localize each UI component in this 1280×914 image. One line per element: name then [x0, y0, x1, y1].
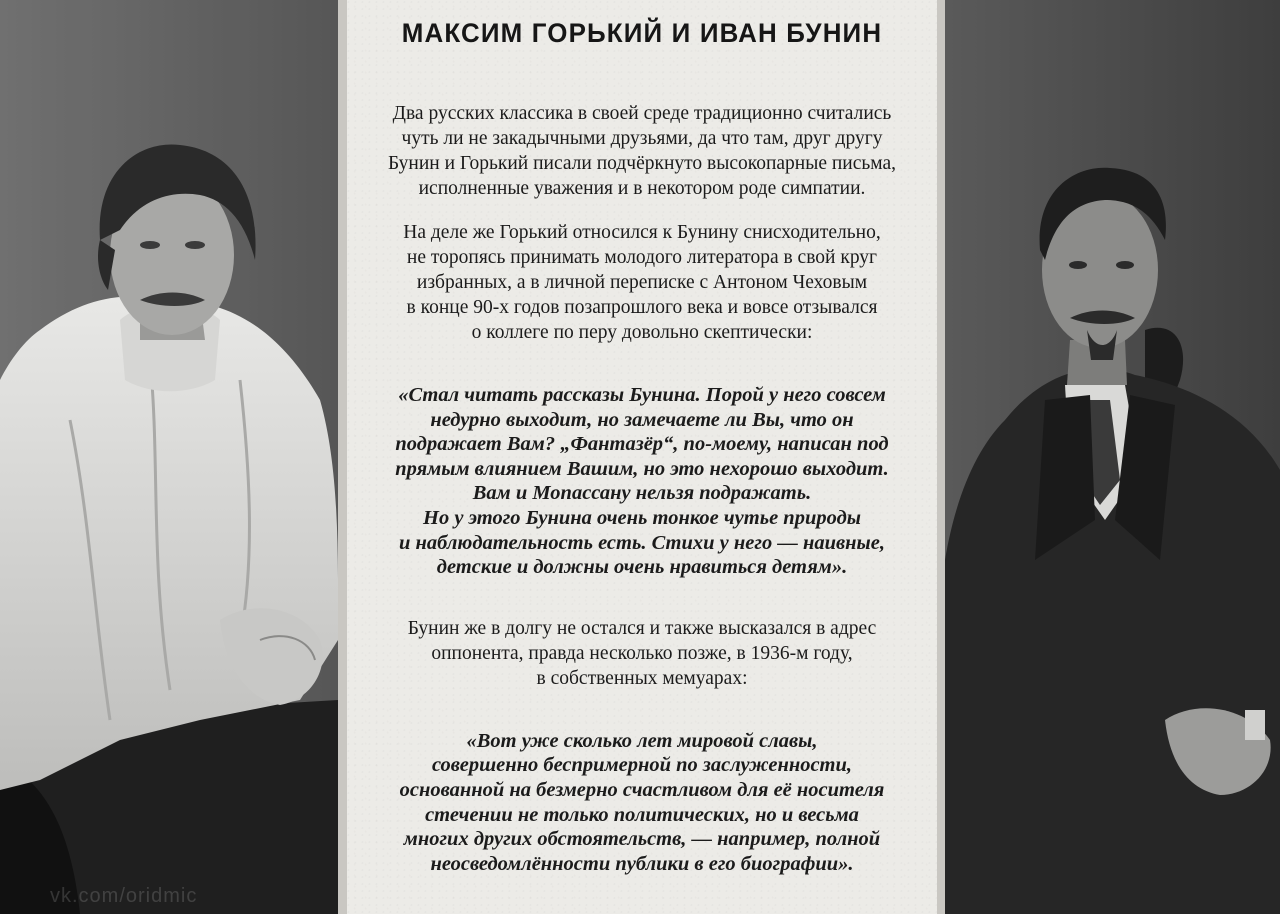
gorky-portrait: [0, 0, 338, 914]
bunin-portrait: [945, 0, 1280, 914]
divider-left: [338, 0, 347, 914]
bunin-portrait-drawing: [945, 0, 1280, 914]
quote-gorky: «Стал читать рассказы Бунина. Порой у него совсем недурно выходит, но замечаете ли Вы, что он подражает Вам? „Фантазёр“, по-моему, написан под прямым влиянием Вашим, но это нехорошо выходит. Вам и Мопассану нельзя подражать. Но у этого Бунина очень тонкое чутье природы и наблюдательность есть. Стихи у него — наивные, детские и должны очень нравиться детям».: [395, 384, 889, 579]
gorky-portrait-drawing: [0, 0, 338, 914]
divider-right: [937, 0, 945, 914]
watermark-text: vk.com/oridmic: [50, 885, 198, 907]
page-title: МАКСИМ ГОРЬКИЙ И ИВАН БУНИН: [401, 18, 883, 48]
paragraph-bunin-reply: Бунин же в долгу не остался и также высказался в адрес оппонента, правда несколько позже, в 1936-м году, в собственных мемуарах:: [407, 617, 877, 689]
text-panel: [347, 0, 937, 914]
quote-bunin: «Вот уже сколько лет мировой славы, совершенно беспримерной по заслуженности, основанной на безмерно счастливом для её носителя стечении не только политических, но и весьма многих других обстоятельств, — например, полной неосведомлённости публики в его биографии».: [399, 729, 885, 875]
paragraph-gorky-attitude: На деле же Горький относился к Бунину снисходительно, не торопясь принимать молодого литератора в свой круг избранных, а в личной переписке с Антоном Чеховым в конце 90-х годов позапрошлого века и вовсе отзывался о коллеге по перу довольно скептически:: [403, 222, 881, 343]
paragraph-intro: Два русских классика в своей среде традиционно считались чуть ли не закадычными друзьями, да что там, друг другу Бунин и Горький писали подчёркнуто высокопарные письма, исполненные уважения и в некотором роде симпатии.: [387, 103, 897, 199]
